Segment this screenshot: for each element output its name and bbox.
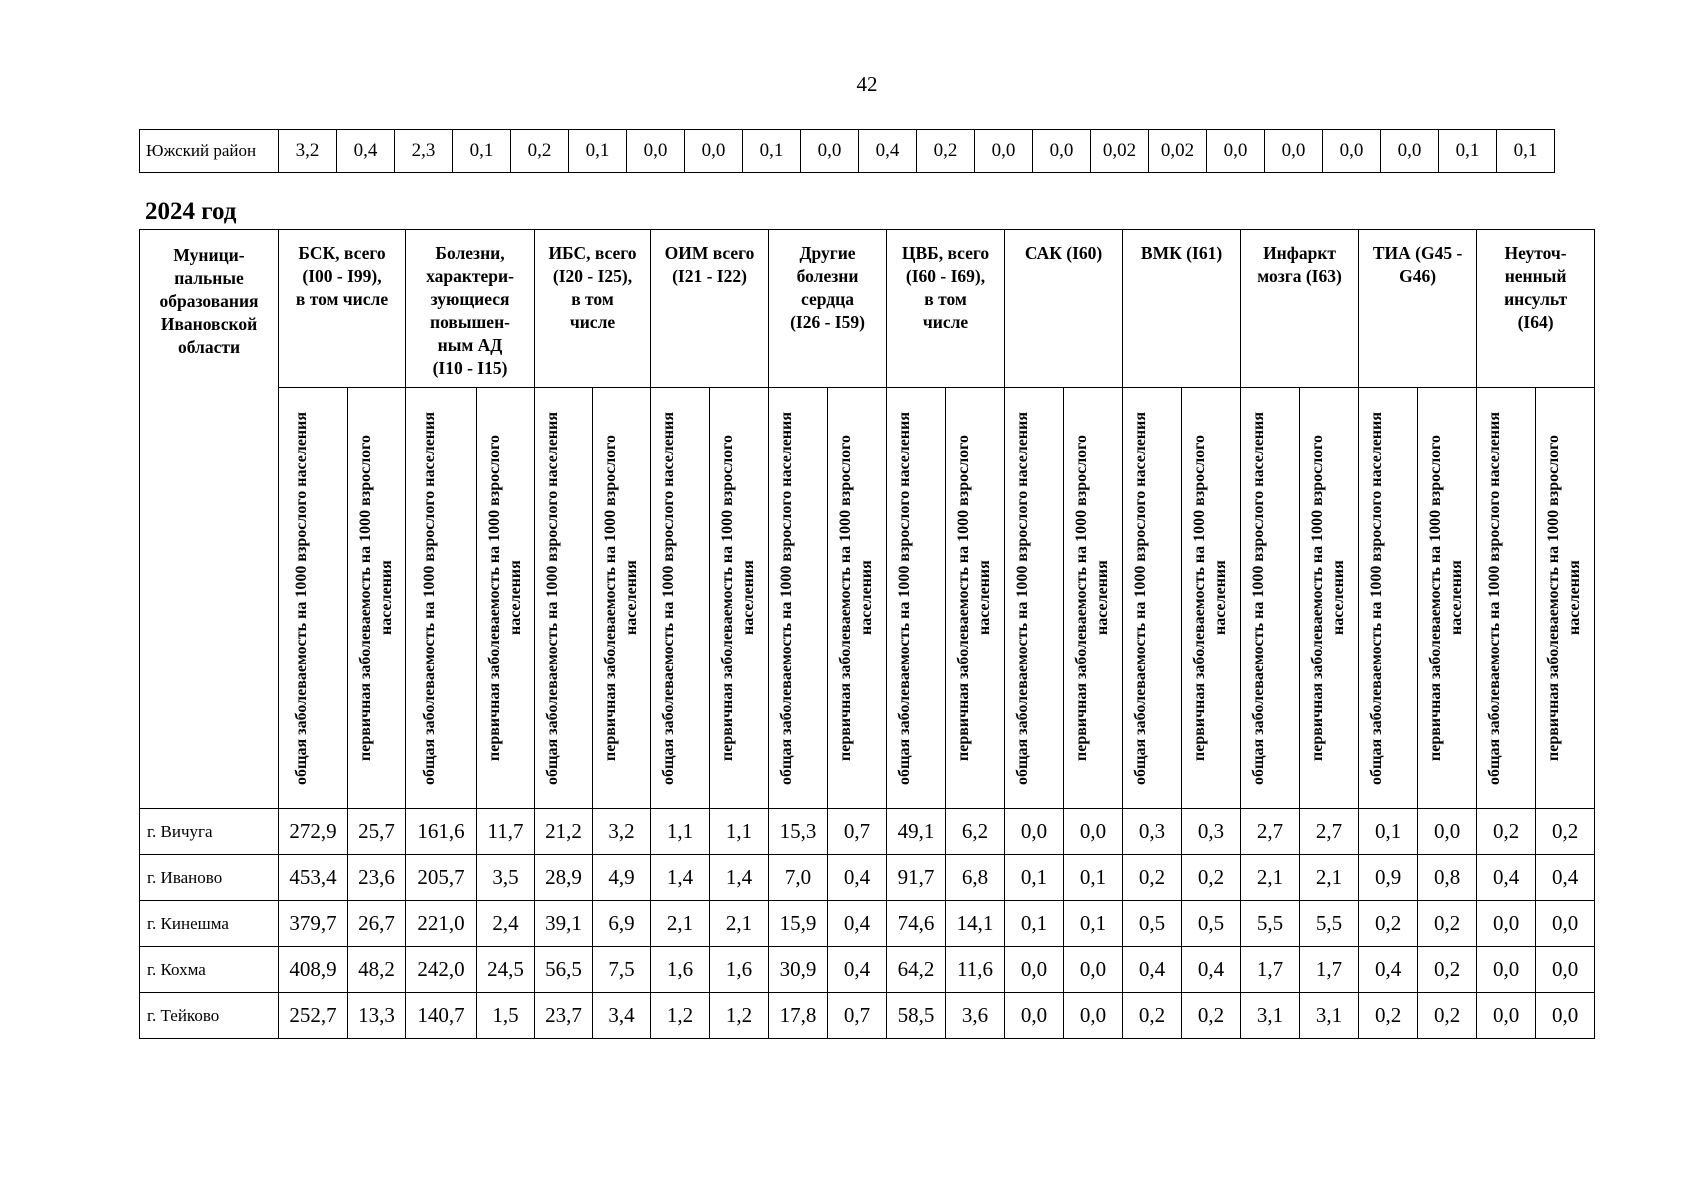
page-number: 42 <box>856 72 878 96</box>
value-cell: 0,5 <box>1182 901 1241 947</box>
value-cell: 0,0 <box>1207 130 1265 173</box>
value-cell: 0,2 <box>1418 993 1477 1039</box>
value-cell: 0,0 <box>1064 809 1123 855</box>
value-cell: 0,1 <box>1005 855 1064 901</box>
value-cell: 0,1 <box>1064 855 1123 901</box>
rotated-header-label: общая заболеваемость на 1000 взрослого населения <box>896 411 914 785</box>
value-cell: 0,2 <box>1182 993 1241 1039</box>
value-cell: 21,2 <box>535 809 593 855</box>
value-cell: 0,5 <box>1123 901 1182 947</box>
value-cell: 0,0 <box>801 130 859 173</box>
value-cell: 0,4 <box>337 130 395 173</box>
value-cell: 48,2 <box>348 947 406 993</box>
value-cell: 205,7 <box>406 855 477 901</box>
value-cell: 0,0 <box>1265 130 1323 173</box>
value-cell: 2,3 <box>395 130 453 173</box>
value-cell: 0,7 <box>828 993 887 1039</box>
municipality-name-cell: г. Кинешма <box>140 901 279 947</box>
rotated-header-label: первичная заболеваемость на 1000 взрослого населения <box>601 434 640 762</box>
rotated-header-label: общая заболеваемость на 1000 взрослого населения <box>543 411 561 785</box>
value-cell: 0,1 <box>1064 901 1123 947</box>
primary-incidence-header <box>1300 388 1359 809</box>
value-cell: 0,2 <box>1123 855 1182 901</box>
value-cell: 0,1 <box>1497 130 1555 173</box>
value-cell: 25,7 <box>348 809 406 855</box>
section-title: 2024 год <box>145 198 237 225</box>
value-cell: 0,0 <box>1064 947 1123 993</box>
value-cell: 7,5 <box>593 947 651 993</box>
primary-incidence-header <box>946 388 1005 809</box>
table-row <box>140 130 1555 173</box>
rotated-header-label: общая заболеваемость на 1000 взрослого населения <box>1368 411 1386 785</box>
value-cell: 0,0 <box>1477 947 1536 993</box>
general-incidence-header <box>406 388 477 809</box>
value-cell: 1,4 <box>651 855 710 901</box>
primary-incidence-header <box>828 388 887 809</box>
value-cell: 0,2 <box>1418 947 1477 993</box>
rotated-header-label: общая заболеваемость на 1000 взрослого населения <box>1486 411 1504 785</box>
value-cell: 242,0 <box>406 947 477 993</box>
value-cell: 30,9 <box>769 947 828 993</box>
value-cell: 0,2 <box>1182 855 1241 901</box>
value-cell: 0,9 <box>1359 855 1418 901</box>
value-cell: 28,9 <box>535 855 593 901</box>
value-cell: 0,0 <box>1477 993 1536 1039</box>
rotated-header-label: первичная заболеваемость на 1000 взрослого населения <box>1545 434 1584 762</box>
general-incidence-header <box>1005 388 1064 809</box>
value-cell: 140,7 <box>406 993 477 1039</box>
value-cell: 2,1 <box>710 901 769 947</box>
value-cell: 0,0 <box>685 130 743 173</box>
table-row <box>140 947 1595 993</box>
value-cell: 2,4 <box>477 901 535 947</box>
municipality-name-cell: г. Тейково <box>140 993 279 1039</box>
value-cell: 15,3 <box>769 809 828 855</box>
rotated-header-label: первичная заболеваемость на 1000 взрослого населения <box>485 434 524 762</box>
group-header: ОИМ всего (I21 - I22) <box>651 230 769 388</box>
value-cell: 1,1 <box>651 809 710 855</box>
value-cell: 3,1 <box>1241 993 1300 1039</box>
value-cell: 3,2 <box>593 809 651 855</box>
value-cell: 3,5 <box>477 855 535 901</box>
value-cell: 7,0 <box>769 855 828 901</box>
value-cell: 0,2 <box>511 130 569 173</box>
value-cell: 0,0 <box>975 130 1033 173</box>
value-cell: 1,6 <box>651 947 710 993</box>
value-cell: 0,0 <box>1033 130 1091 173</box>
value-cell: 0,1 <box>743 130 801 173</box>
value-cell: 17,8 <box>769 993 828 1039</box>
primary-incidence-header <box>477 388 535 809</box>
value-cell: 11,6 <box>946 947 1005 993</box>
value-cell: 64,2 <box>887 947 946 993</box>
value-cell: 5,5 <box>1300 901 1359 947</box>
top-table <box>139 129 1555 173</box>
value-cell: 0,8 <box>1418 855 1477 901</box>
value-cell: 0,02 <box>1091 130 1149 173</box>
primary-incidence-header <box>1536 388 1595 809</box>
value-cell: 0,0 <box>1005 947 1064 993</box>
value-cell: 2,7 <box>1300 809 1359 855</box>
value-cell: 1,7 <box>1241 947 1300 993</box>
value-cell: 221,0 <box>406 901 477 947</box>
value-cell: 6,2 <box>946 809 1005 855</box>
rotated-header-label: первичная заболеваемость на 1000 взрослого населения <box>1427 434 1466 762</box>
group-header: ЦВБ, всего (I60 - I69), в том числе <box>887 230 1005 388</box>
table-row <box>140 901 1595 947</box>
general-incidence-header <box>1241 388 1300 809</box>
value-cell: 0,0 <box>1064 993 1123 1039</box>
value-cell: 2,1 <box>651 901 710 947</box>
value-cell: 0,3 <box>1182 809 1241 855</box>
rotated-header-label: общая заболеваемость на 1000 взрослого населения <box>1250 411 1268 785</box>
rotated-header-label: общая заболеваемость на 1000 взрослого населения <box>1014 411 1032 785</box>
value-cell: 3,6 <box>946 993 1005 1039</box>
municipality-name-cell: г. Кохма <box>140 947 279 993</box>
value-cell: 23,7 <box>535 993 593 1039</box>
value-cell: 0,1 <box>569 130 627 173</box>
primary-incidence-header <box>593 388 651 809</box>
value-cell: 0,4 <box>1123 947 1182 993</box>
value-cell: 161,6 <box>406 809 477 855</box>
value-cell: 0,2 <box>917 130 975 173</box>
value-cell: 4,9 <box>593 855 651 901</box>
primary-incidence-header <box>1418 388 1477 809</box>
rotated-header-label: первичная заболеваемость на 1000 взрослого населения <box>1309 434 1348 762</box>
rotated-header-label: первичная заболеваемость на 1000 взрослого населения <box>1073 434 1112 762</box>
rotated-header-label: общая заболеваемость на 1000 взрослого населения <box>660 411 677 785</box>
general-incidence-header <box>279 388 348 809</box>
value-cell: 24,5 <box>477 947 535 993</box>
value-cell: 2,1 <box>1300 855 1359 901</box>
value-cell: 0,0 <box>1418 809 1477 855</box>
value-cell: 13,3 <box>348 993 406 1039</box>
value-cell: 0,4 <box>828 947 887 993</box>
group-header: Другие болезни сердца (I26 - I59) <box>769 230 887 388</box>
value-cell: 0,1 <box>1359 809 1418 855</box>
group-header: САК (I60) <box>1005 230 1123 388</box>
value-cell: 0,0 <box>1323 130 1381 173</box>
table-row <box>140 855 1595 901</box>
general-incidence-header <box>769 388 828 809</box>
value-cell: 2,1 <box>1241 855 1300 901</box>
value-cell: 49,1 <box>887 809 946 855</box>
value-cell: 0,0 <box>1381 130 1439 173</box>
rotated-header-label: общая заболеваемость на 1000 взрослого населения <box>421 411 438 785</box>
municipality-header: Муници- пальные образования Ивановской области <box>140 230 279 809</box>
general-incidence-header <box>1359 388 1418 809</box>
group-header: ИБС, всего (I20 - I25), в том числе <box>535 230 651 388</box>
primary-incidence-header <box>1064 388 1123 809</box>
group-header: ТИА (G45 - G46) <box>1359 230 1477 388</box>
general-incidence-header <box>887 388 946 809</box>
sub-header-row <box>140 388 1595 809</box>
value-cell: 14,1 <box>946 901 1005 947</box>
value-cell: 0,0 <box>1536 901 1595 947</box>
table-row <box>140 809 1595 855</box>
value-cell: 1,4 <box>710 855 769 901</box>
value-cell: 0,0 <box>1005 809 1064 855</box>
group-header: ВМК (I61) <box>1123 230 1241 388</box>
value-cell: 6,8 <box>946 855 1005 901</box>
value-cell: 74,6 <box>887 901 946 947</box>
primary-incidence-header <box>710 388 769 809</box>
primary-incidence-header <box>348 388 406 809</box>
rotated-header-label: первичная заболеваемость на 1000 взрослого населения <box>837 434 876 762</box>
value-cell: 0,0 <box>627 130 685 173</box>
value-cell: 0,4 <box>828 901 887 947</box>
value-cell: 1,5 <box>477 993 535 1039</box>
group-header: Болезни, характери- зующиеся повышен- ным АД (I10 - I15) <box>406 230 535 388</box>
value-cell: 252,7 <box>279 993 348 1039</box>
value-cell: 0,02 <box>1149 130 1207 173</box>
value-cell: 1,1 <box>710 809 769 855</box>
rotated-header-label: первичная заболеваемость на 1000 взрослого населения <box>955 434 994 762</box>
value-cell: 1,2 <box>710 993 769 1039</box>
rotated-header-label: первичная заболеваемость на 1000 взрослого населения <box>719 434 757 762</box>
group-header: Неуточ- ненный инсульт (I64) <box>1477 230 1595 388</box>
value-cell: 3,4 <box>593 993 651 1039</box>
general-incidence-header <box>651 388 710 809</box>
value-cell: 0,2 <box>1359 993 1418 1039</box>
value-cell: 58,5 <box>887 993 946 1039</box>
table-row <box>140 993 1595 1039</box>
main-table <box>139 229 1595 1039</box>
value-cell: 379,7 <box>279 901 348 947</box>
value-cell: 23,6 <box>348 855 406 901</box>
rotated-header-label: общая заболеваемость на 1000 взрослого населения <box>778 411 796 785</box>
value-cell: 0,4 <box>828 855 887 901</box>
value-cell: 0,4 <box>859 130 917 173</box>
rotated-header-label: первичная заболеваемость на 1000 взрослого населения <box>1191 434 1230 762</box>
value-cell: 2,7 <box>1241 809 1300 855</box>
value-cell: 6,9 <box>593 901 651 947</box>
value-cell: 0,1 <box>1439 130 1497 173</box>
value-cell: 91,7 <box>887 855 946 901</box>
value-cell: 5,5 <box>1241 901 1300 947</box>
value-cell: 453,4 <box>279 855 348 901</box>
municipality-name-cell: г. Иваново <box>140 855 279 901</box>
value-cell: 0,2 <box>1477 809 1536 855</box>
value-cell: 0,4 <box>1182 947 1241 993</box>
value-cell: 1,2 <box>651 993 710 1039</box>
value-cell: 0,2 <box>1359 901 1418 947</box>
value-cell: 0,0 <box>1477 901 1536 947</box>
value-cell: 0,4 <box>1477 855 1536 901</box>
general-incidence-header <box>535 388 593 809</box>
value-cell: 26,7 <box>348 901 406 947</box>
value-cell: 3,1 <box>1300 993 1359 1039</box>
value-cell: 1,6 <box>710 947 769 993</box>
rotated-header-label: общая заболеваемость на 1000 взрослого населения <box>293 411 310 785</box>
value-cell: 0,4 <box>1359 947 1418 993</box>
group-header: Инфаркт мозга (I63) <box>1241 230 1359 388</box>
group-header-row <box>140 230 1595 388</box>
value-cell: 39,1 <box>535 901 593 947</box>
value-cell: 0,2 <box>1536 809 1595 855</box>
value-cell: 0,4 <box>1536 855 1595 901</box>
row-name-cell: Южский район <box>140 130 279 173</box>
value-cell: 0,2 <box>1123 993 1182 1039</box>
general-incidence-header <box>1123 388 1182 809</box>
value-cell: 15,9 <box>769 901 828 947</box>
rotated-header-label: общая заболеваемость на 1000 взрослого населения <box>1132 411 1150 785</box>
value-cell: 56,5 <box>535 947 593 993</box>
value-cell: 0,2 <box>1418 901 1477 947</box>
value-cell: 3,2 <box>279 130 337 173</box>
rotated-header-label: первичная заболеваемость на 1000 взрослого населения <box>356 434 395 762</box>
value-cell: 0,1 <box>1005 901 1064 947</box>
value-cell: 0,1 <box>453 130 511 173</box>
general-incidence-header <box>1477 388 1536 809</box>
value-cell: 408,9 <box>279 947 348 993</box>
value-cell: 272,9 <box>279 809 348 855</box>
value-cell: 0,0 <box>1005 993 1064 1039</box>
primary-incidence-header <box>1182 388 1241 809</box>
value-cell: 0,0 <box>1536 993 1595 1039</box>
municipality-name-cell: г. Вичуга <box>140 809 279 855</box>
value-cell: 11,7 <box>477 809 535 855</box>
group-header: БСК, всего (I00 - I99), в том числе <box>279 230 406 388</box>
value-cell: 0,7 <box>828 809 887 855</box>
value-cell: 1,7 <box>1300 947 1359 993</box>
value-cell: 0,0 <box>1536 947 1595 993</box>
value-cell: 0,3 <box>1123 809 1182 855</box>
